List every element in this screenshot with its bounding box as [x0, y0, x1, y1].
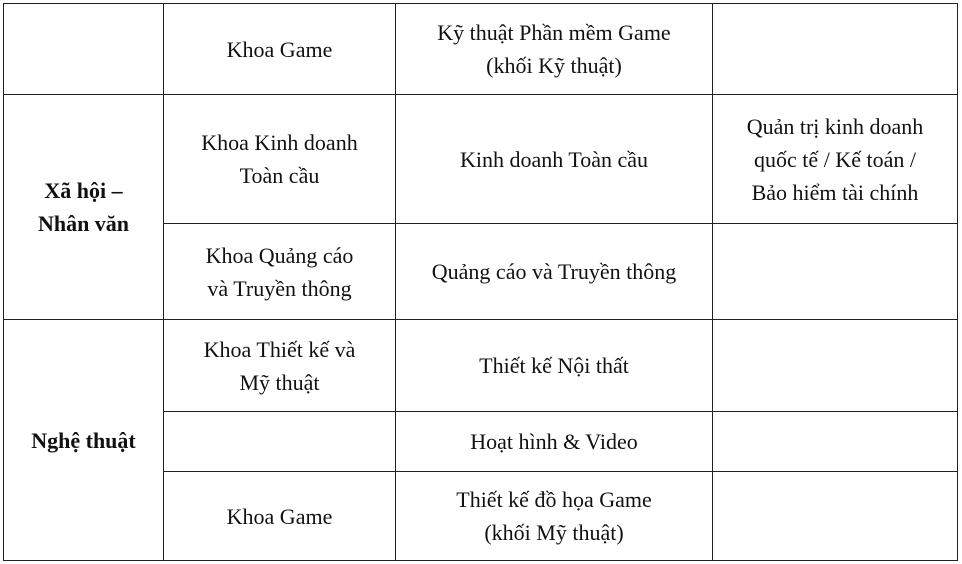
specialization-cell: [713, 320, 958, 412]
major-cell: [396, 472, 713, 561]
major-name: Thiết kế đồ họa Game: [456, 487, 652, 512]
group-cell-empty: [4, 4, 164, 95]
faculty-cell: [164, 95, 396, 224]
major-note: (khối Kỹ thuật): [486, 53, 622, 78]
major-cell: [396, 412, 713, 472]
specialization-cell: [713, 472, 958, 561]
major-name: Kinh doanh Toàn cầu: [459, 146, 649, 172]
faculty-cell: [164, 224, 396, 320]
specialization-line: Quản trị kinh doanh: [746, 113, 924, 139]
faculty-cell: [164, 4, 396, 95]
major-cell: [396, 320, 713, 412]
faculty-name-line: Khoa Kinh doanh: [201, 130, 358, 155]
group-name-line: Nhân văn: [37, 211, 130, 236]
specialization-cell: [713, 95, 958, 224]
major-name: Kỹ thuật Phần mềm Game: [437, 20, 671, 45]
specialization-cell: [713, 4, 958, 95]
specialization-line: quốc tế / Kế toán /: [754, 146, 916, 172]
group-name-line: Xã hội –: [44, 178, 123, 203]
major-cell: [396, 224, 713, 320]
major-note: (khối Mỹ thuật): [484, 520, 624, 545]
faculty-name: Khoa Game: [226, 503, 333, 529]
group-cell-arts: [4, 320, 164, 561]
major-cell: [396, 95, 713, 224]
table-row: [4, 4, 958, 95]
major-cell: [396, 4, 713, 95]
major-name: Hoạt hình & Video: [470, 429, 638, 454]
faculty-major-table: [3, 3, 958, 561]
specialization-line: Bảo hiểm tài chính: [751, 179, 919, 205]
faculty-cell: [164, 320, 396, 412]
group-cell-social-humanities: [4, 95, 164, 320]
table-row: [4, 320, 958, 412]
group-name: Nghệ thuật: [31, 427, 136, 453]
specialization-cell: [713, 224, 958, 320]
table-row: [4, 95, 958, 224]
major-name: Quảng cáo và Truyền thông: [431, 259, 677, 284]
faculty-name: Khoa Game: [226, 36, 333, 62]
faculty-name-line: Khoa Thiết kế và: [203, 336, 356, 362]
specialization-cell: [713, 412, 958, 472]
faculty-name-line: và Truyền thông: [207, 275, 352, 301]
faculty-name-line: Mỹ thuật: [239, 369, 320, 395]
faculty-name-line: Toàn cầu: [239, 163, 320, 188]
faculty-name-line: Khoa Quảng cáo: [205, 242, 354, 268]
faculty-cell: [164, 412, 396, 472]
faculty-cell: [164, 472, 396, 561]
major-name: Thiết kế Nội thất: [479, 353, 629, 378]
